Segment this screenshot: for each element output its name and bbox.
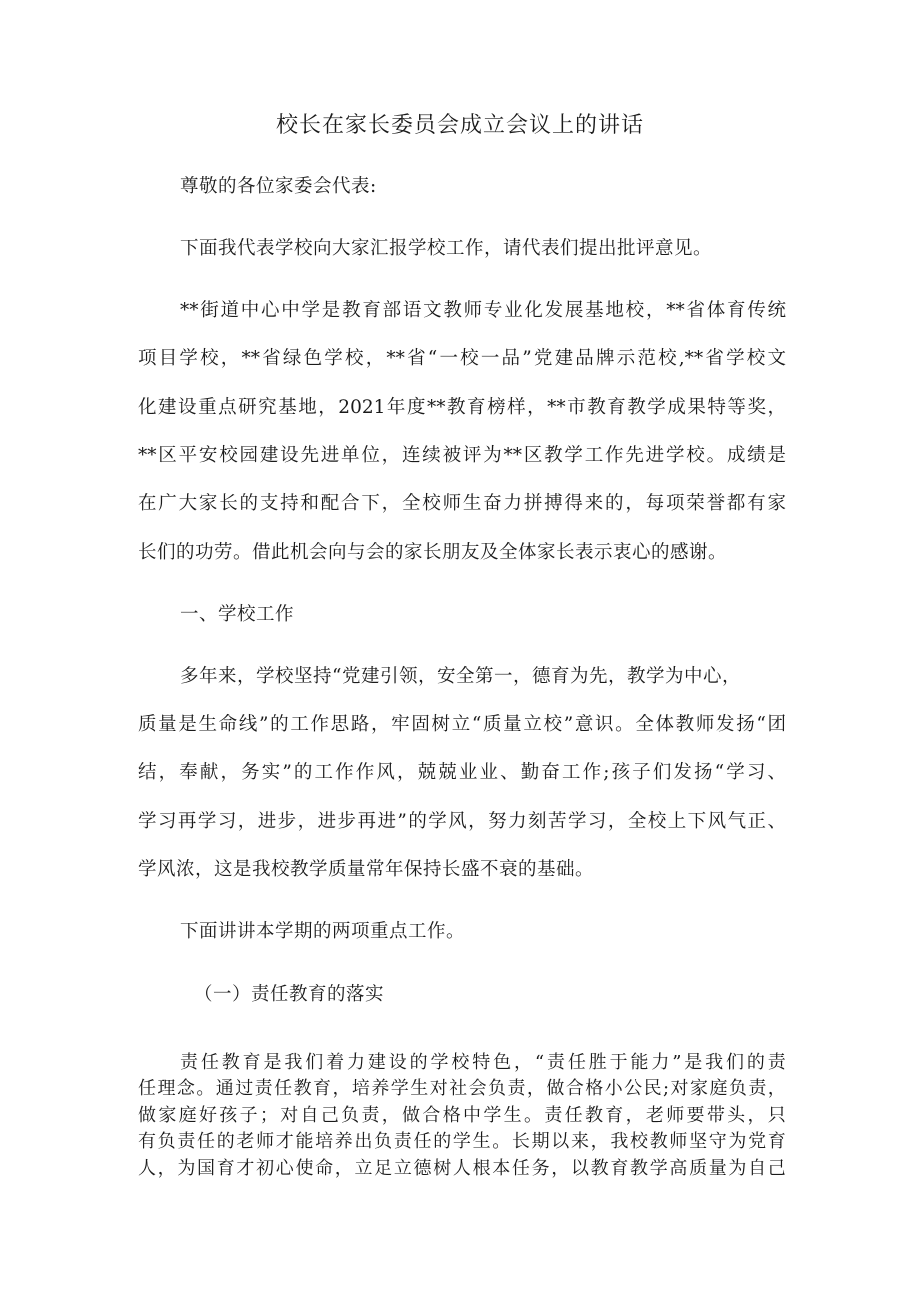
section-heading: 一、学校工作: [180, 604, 295, 625]
subsection-heading: （一）责任教育的落实: [194, 984, 385, 1005]
paragraph-line: 在广大家长的支持和配合下，全校师生奋力拼搏得来的，每项荣誉都有家: [138, 493, 786, 514]
paragraph-line: 学风浓，这是我校教学质量常年保持长盛不衰的基础。: [138, 859, 595, 880]
paragraph-line: 长们的功劳。借此机会向与会的家长朋友及全体家长表示衷心的感谢。: [138, 542, 728, 563]
paragraph-line: 责任教育是我们着力建设的学校特色，“责任胜于能力”是我们的责: [180, 1052, 786, 1073]
paragraph-key-work: 下面讲讲本学期的两项重点工作。: [180, 921, 466, 942]
paragraph-line: 任理念。通过责任教育，培养学生对社会负责，做合格小公民;对家庭负责，: [138, 1078, 786, 1099]
paragraph-line: 结，奉献，务实”的工作作风，兢兢业业、勤奋工作;孩子们发扬“学习、: [138, 762, 786, 783]
intro-paragraph: 下面我代表学校向大家汇报学校工作，请代表们提出批评意见。: [180, 238, 713, 259]
document-title: 校长在家长委员会成立会议上的讲话: [275, 113, 644, 138]
salutation: 尊敬的各位家委会代表:: [180, 176, 377, 197]
paragraph-line: 项目学校，**省绿色学校，**省“一校一品”党建品牌示范校,**省学校文: [138, 348, 786, 369]
paragraph-line: 化建设重点研究基地，2021年度**教育榜样，**市教育教学成果特等奖，: [138, 397, 786, 418]
paragraph-line: 质量是生命线”的工作思路，牢固树立“质量立校”意识。全体教师发扬“团: [138, 714, 786, 735]
paragraph-line: 人，为国育才初心使命，立足立德树人根本任务，以教育教学高质量为自己: [138, 1158, 786, 1179]
paragraph-line: **区平安校园建设先进单位，连续被评为**区教学工作先进学校。成绩是: [138, 445, 786, 466]
paragraph-line: 有负责任的老师才能培养出负责任的学生。长期以来，我校教师坚守为党育: [138, 1131, 786, 1152]
paragraph-line: **街道中心中学是教育部语文教师专业化发展基地校，**省体育传统: [180, 300, 786, 321]
paragraph-line: 学习再学习，进步，进步再进”的学风，努力刻苦学习，全校上下风气正、: [138, 811, 786, 832]
paragraph-line: 做家庭好孩子；对自己负责，做合格中学生。责任教育，老师要带头，只: [138, 1105, 786, 1126]
paragraph-line: 多年来，学校坚持“党建引领，安全第一，德育为先，教学为中心，: [180, 666, 741, 687]
